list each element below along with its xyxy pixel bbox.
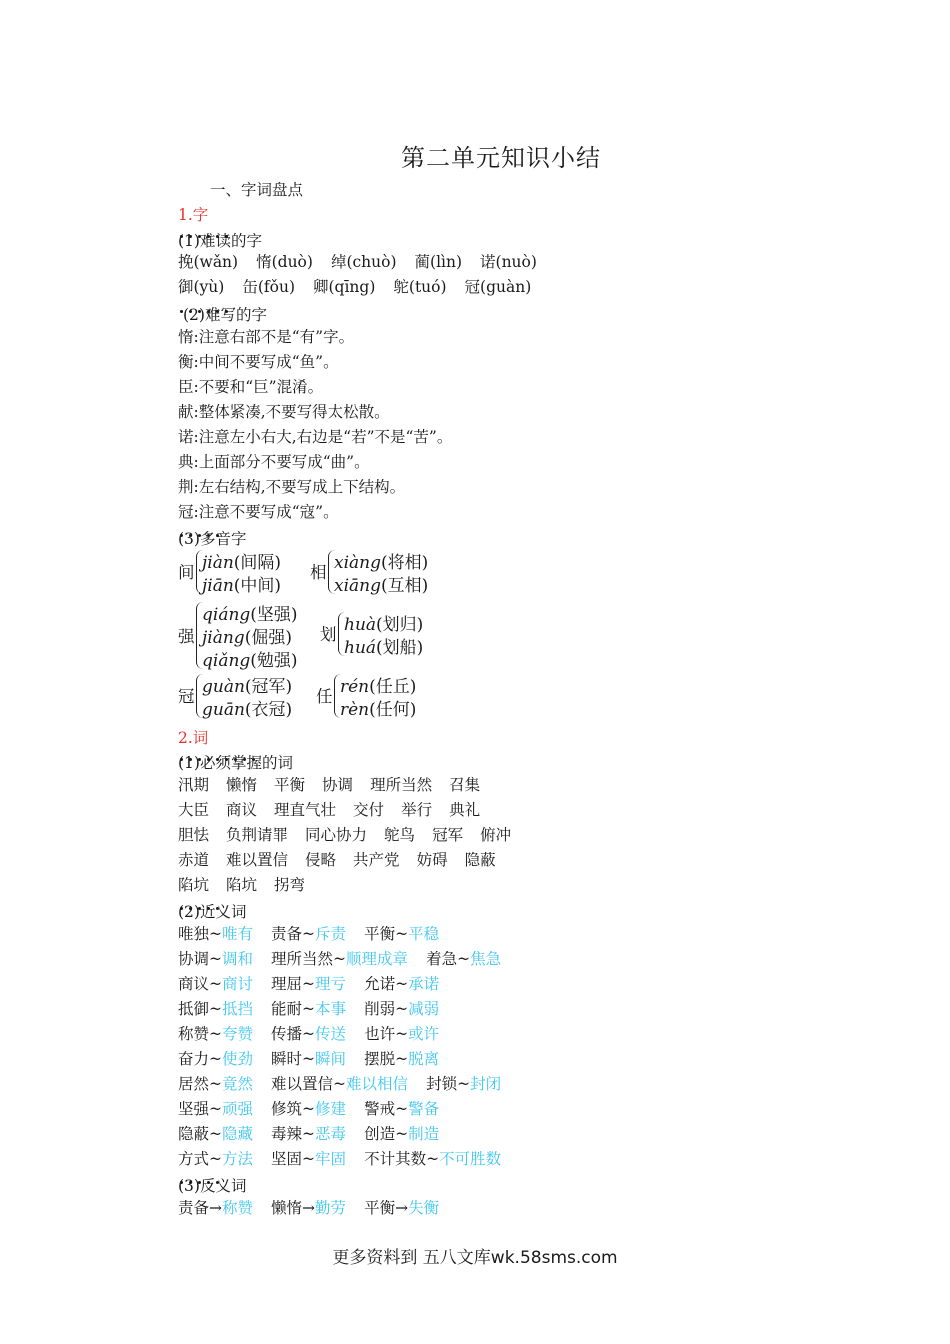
synonym-match: 本事 xyxy=(315,1000,347,1018)
hard-write-item: 诺:注意左小右大,右边是“若”不是“苦”。 xyxy=(178,428,453,446)
tilde-icon: ~ xyxy=(302,975,316,993)
pinyin: guān xyxy=(202,700,245,720)
vocab-word: 陷坑 xyxy=(178,876,210,894)
reading-word: (冠军) xyxy=(244,677,293,697)
hard-read-item: 蔺(lìn) xyxy=(414,253,463,271)
synonym-row xyxy=(178,1147,501,1172)
tilde-icon: ~ xyxy=(302,1025,316,1043)
synonym-match: 恶毒 xyxy=(315,1125,347,1143)
synonym-word: 理所当然 xyxy=(271,950,334,968)
polyphone-reading xyxy=(202,571,281,596)
synonym-row xyxy=(178,922,501,947)
polyphone-reading xyxy=(202,548,281,573)
synonym-word: 商议 xyxy=(178,975,210,993)
vocab-word: 理所当然 xyxy=(370,776,433,794)
reading-word: (勉强) xyxy=(250,651,298,671)
synonym-word: 隐蔽 xyxy=(178,1125,210,1143)
synonym-word: 坚强 xyxy=(178,1100,210,1118)
tilde-icon: ~ xyxy=(209,1025,223,1043)
synonym-match: 理亏 xyxy=(315,975,347,993)
vocab-word: 典礼 xyxy=(449,801,481,819)
synonym-match: 斥责 xyxy=(315,925,347,943)
synonym-word: 抵御 xyxy=(178,1000,210,1018)
vocab-word: 举行 xyxy=(401,801,433,819)
synonym-match: 使劲 xyxy=(222,1050,254,1068)
synonym-word: 称赞 xyxy=(178,1025,210,1043)
reading-word: (衣冠) xyxy=(244,700,293,720)
vocab-word: 平衡 xyxy=(274,776,306,794)
synonym-word: 瞬时 xyxy=(271,1050,303,1068)
synonym-match: 难以相信 xyxy=(346,1075,409,1093)
synonym-word: 毒辣 xyxy=(271,1125,303,1143)
synonym-match: 承诺 xyxy=(408,975,440,993)
synonym-match: 封闭 xyxy=(470,1075,502,1093)
antonym-match: 勤劳 xyxy=(315,1199,347,1217)
synonym-word: 居然 xyxy=(178,1075,210,1093)
synonym-row xyxy=(178,947,501,972)
synonym-word: 平衡 xyxy=(364,925,396,943)
vocab-word: 交付 xyxy=(353,801,385,819)
synonym-match: 方法 xyxy=(222,1150,254,1168)
hard-read-item: 冠(guàn) xyxy=(464,278,532,296)
synonym-word: 摆脱 xyxy=(364,1050,396,1068)
polyphone-char: 相 xyxy=(310,563,327,582)
tilde-icon: ~ xyxy=(209,1125,223,1143)
hard-read-row xyxy=(178,275,531,300)
polyphone-reading xyxy=(334,548,428,573)
antonym-word: 责备 xyxy=(178,1199,210,1217)
synonym-word: 奋力 xyxy=(178,1050,210,1068)
tilde-icon: ~ xyxy=(209,975,223,993)
arrow-icon: → xyxy=(209,1199,223,1217)
pinyin: huà xyxy=(344,615,377,635)
synonym-row xyxy=(178,1072,501,1097)
synonym-match: 竟然 xyxy=(222,1075,254,1093)
hard-write-heading: (2)难写的字 xyxy=(183,306,267,324)
vocab-word: 赤道 xyxy=(178,851,210,869)
vocab-word: 同心协力 xyxy=(305,826,368,844)
page-title: 第二单元知识小结 xyxy=(401,144,601,172)
hard-write-item: 典:上面部分不要写成“曲”。 xyxy=(178,453,370,471)
vocab-word: 理直气壮 xyxy=(274,801,337,819)
synonym-match: 或许 xyxy=(408,1025,440,1043)
synonym-word: 警戒 xyxy=(364,1100,396,1118)
tilde-icon: ~ xyxy=(395,1000,409,1018)
polyphone-reading xyxy=(344,610,423,635)
reading-word: (划船) xyxy=(376,638,424,658)
vocab-word: 商议 xyxy=(226,801,258,819)
synonym-word: 修筑 xyxy=(271,1100,303,1118)
polyphone-reading xyxy=(334,571,428,596)
pinyin: xiāng xyxy=(334,576,381,596)
arrow-icon: → xyxy=(302,1199,316,1217)
vocab-word: 协调 xyxy=(322,776,354,794)
vocab-word: 妨碍 xyxy=(416,851,448,869)
pinyin: jiān xyxy=(202,576,234,596)
reading-word: (将相) xyxy=(381,553,429,573)
synonym-match: 警备 xyxy=(408,1100,440,1118)
reading-word: (任丘) xyxy=(369,677,417,697)
polyphone-reading xyxy=(202,646,298,671)
tilde-icon: ~ xyxy=(333,950,347,968)
vocab-word: 大臣 xyxy=(178,801,210,819)
vocab-word: 陷坑 xyxy=(226,876,258,894)
synonym-match: 不可胜数 xyxy=(439,1150,502,1168)
must-words-list xyxy=(178,773,511,898)
polyphone-reading xyxy=(344,633,423,658)
reading-word: (任何) xyxy=(369,700,417,720)
synonym-word: 封锁 xyxy=(426,1075,458,1093)
synonym-match: 牢固 xyxy=(315,1150,347,1168)
tilde-icon: ~ xyxy=(209,950,223,968)
polyphone-heading: (3)多音字 xyxy=(178,530,247,548)
antonym-word: 懒惰 xyxy=(271,1199,303,1217)
tilde-icon: ~ xyxy=(395,975,409,993)
hard-read-item: 挽(wǎn) xyxy=(178,253,239,271)
tilde-icon: ~ xyxy=(457,1075,471,1093)
pinyin: qiǎng xyxy=(202,651,251,671)
tilde-icon: ~ xyxy=(395,1050,409,1068)
hard-read-item: 鸵(tuó) xyxy=(393,278,447,296)
polyphone-reading xyxy=(340,672,416,697)
must-words-row xyxy=(178,823,511,848)
synonym-row xyxy=(178,1122,501,1147)
antonym-match: 失衡 xyxy=(408,1199,440,1217)
char-heading: 1.字 xyxy=(178,206,209,224)
synonym-word: 坚固 xyxy=(271,1150,303,1168)
synonym-word: 也许 xyxy=(364,1025,396,1043)
synonym-word: 创造 xyxy=(364,1125,396,1143)
vocab-word: 懒惰 xyxy=(226,776,258,794)
pinyin: jiàng xyxy=(202,628,245,648)
must-words-heading: (1)必须掌握的词 xyxy=(178,754,293,772)
synonym-match: 传送 xyxy=(315,1025,347,1043)
synonym-row xyxy=(178,1097,501,1122)
synonym-word: 唯独 xyxy=(178,925,210,943)
hard-write-list xyxy=(178,325,452,525)
vocab-word: 共产党 xyxy=(353,851,400,869)
reading-word: (中间) xyxy=(233,576,282,596)
tilde-icon: ~ xyxy=(457,950,471,968)
hard-read-item: 诺(nuò) xyxy=(480,253,537,271)
synonym-match: 平稳 xyxy=(408,925,440,943)
synonym-match: 瞬间 xyxy=(315,1050,347,1068)
synonym-match: 唯有 xyxy=(222,925,254,943)
polyphone-char: 任 xyxy=(316,687,333,706)
hard-write-item: 惰:注意右部不是“有”字。 xyxy=(178,328,355,346)
synonym-match: 调和 xyxy=(222,950,254,968)
section-heading: 一、字词盘点 xyxy=(210,181,304,199)
pinyin: rèn xyxy=(340,700,370,720)
synonym-word: 能耐 xyxy=(271,1000,303,1018)
hard-write-item: 荆:左右结构,不要写成上下结构。 xyxy=(178,478,406,496)
hard-read-item: 御(yù) xyxy=(178,278,225,296)
synonym-word: 责备 xyxy=(271,925,303,943)
hard-write-item: 献:整体紧凑,不要写得太松散。 xyxy=(178,403,390,421)
synonym-match: 顽强 xyxy=(222,1100,254,1118)
hard-read-item: 缶(fǒu) xyxy=(242,278,295,296)
antonym-word: 平衡 xyxy=(364,1199,396,1217)
synonym-word: 难以置信 xyxy=(271,1075,334,1093)
pinyin: xiàng xyxy=(334,553,381,573)
tilde-icon: ~ xyxy=(302,1050,316,1068)
vocab-word: 侵略 xyxy=(305,851,337,869)
tilde-icon: ~ xyxy=(209,1150,223,1168)
hard-read-item: 绰(chuò) xyxy=(330,253,397,271)
synonym-row xyxy=(178,997,501,1022)
synonym-word: 协调 xyxy=(178,950,210,968)
antonym-match: 称赞 xyxy=(222,1199,254,1217)
polyphone-char: 划 xyxy=(320,625,337,644)
vocab-word: 鸵鸟 xyxy=(384,826,416,844)
tilde-icon: ~ xyxy=(395,1125,409,1143)
synonym-word: 方式 xyxy=(178,1150,210,1168)
reading-word: (互相) xyxy=(381,576,429,596)
synonym-match: 夸赞 xyxy=(222,1025,254,1043)
tilde-icon: ~ xyxy=(333,1075,347,1093)
tilde-icon: ~ xyxy=(302,1000,316,1018)
tilde-icon: ~ xyxy=(395,925,409,943)
must-words-row xyxy=(178,798,511,823)
antonym-heading: (3)反义词 xyxy=(178,1177,247,1195)
reading-word: (倔强) xyxy=(244,628,292,648)
vocab-word: 召集 xyxy=(449,776,481,794)
hard-write-item: 臣:不要和“巨”混淆。 xyxy=(178,378,324,396)
antonym-list xyxy=(178,1196,439,1221)
hard-write-item: 衡:中间不要写成“鱼”。 xyxy=(178,353,339,371)
vocab-word: 俯冲 xyxy=(480,826,512,844)
synonym-word: 不计其数 xyxy=(364,1150,427,1168)
synonym-word: 传播 xyxy=(271,1025,303,1043)
reading-word: (间隔) xyxy=(233,553,282,573)
synonym-match: 焦急 xyxy=(470,950,502,968)
tilde-icon: ~ xyxy=(302,1125,316,1143)
vocab-word: 隐蔽 xyxy=(464,851,496,869)
pinyin: rén xyxy=(340,677,370,697)
vocab-word: 负荆请罪 xyxy=(226,826,289,844)
tilde-icon: ~ xyxy=(426,1150,440,1168)
tilde-icon: ~ xyxy=(209,925,223,943)
polyphone-reading xyxy=(202,672,292,697)
pinyin: huá xyxy=(344,638,377,658)
hard-read-row xyxy=(178,250,537,275)
hard-read-item: 卿(qīng) xyxy=(313,278,376,296)
synonym-list xyxy=(178,922,501,1172)
hard-read-heading: (1)难读的字 xyxy=(178,232,262,250)
synonym-match: 制造 xyxy=(408,1125,440,1143)
polyphone-char: 强 xyxy=(178,626,195,646)
synonym-match: 减弱 xyxy=(408,1000,440,1018)
must-words-row xyxy=(178,873,511,898)
synonym-word: 削弱 xyxy=(364,1000,396,1018)
tilde-icon: ~ xyxy=(395,1025,409,1043)
synonym-heading: (2)近义词 xyxy=(178,903,247,921)
synonym-match: 修建 xyxy=(315,1100,347,1118)
pinyin: qiáng xyxy=(202,605,251,625)
synonym-word: 着急 xyxy=(426,950,458,968)
synonym-match: 隐藏 xyxy=(222,1125,254,1143)
word-heading: 2.词 xyxy=(178,729,209,747)
tilde-icon: ~ xyxy=(302,1150,316,1168)
vocab-word: 拐弯 xyxy=(274,876,306,894)
polyphone-char: 冠 xyxy=(178,687,195,706)
footer-text: 更多资料到 五八文库wk.58sms.com xyxy=(332,1248,618,1268)
hard-read-item: 惰(duò) xyxy=(256,253,313,271)
arrow-icon: → xyxy=(395,1199,409,1217)
tilde-icon: ~ xyxy=(209,1050,223,1068)
tilde-icon: ~ xyxy=(395,1100,409,1118)
tilde-icon: ~ xyxy=(209,1075,223,1093)
synonym-match: 商讨 xyxy=(222,975,254,993)
synonym-word: 理屈 xyxy=(271,975,303,993)
polyphone-reading xyxy=(340,695,416,720)
synonym-word: 允诺 xyxy=(364,975,396,993)
tilde-icon: ~ xyxy=(209,1100,223,1118)
polyphone-char: 间 xyxy=(178,563,195,582)
tilde-icon: ~ xyxy=(209,1000,223,1018)
reading-word: (划归) xyxy=(376,615,424,635)
reading-word: (坚强) xyxy=(250,605,298,625)
hard-write-item: 冠:注意不要写成“寇”。 xyxy=(178,503,339,521)
synonym-match: 抵挡 xyxy=(222,1000,254,1018)
vocab-word: 胆怯 xyxy=(178,826,210,844)
synonym-row xyxy=(178,1022,501,1047)
tilde-icon: ~ xyxy=(302,1100,316,1118)
pinyin: guàn xyxy=(202,677,245,697)
synonym-row xyxy=(178,972,501,997)
vocab-word: 汛期 xyxy=(178,776,210,794)
must-words-row xyxy=(178,848,511,873)
synonym-row xyxy=(178,1047,501,1072)
vocab-word: 难以置信 xyxy=(226,851,289,869)
must-words-row xyxy=(178,773,511,798)
synonym-match: 顺理成章 xyxy=(346,950,409,968)
polyphone-reading xyxy=(202,695,292,720)
vocab-word: 冠军 xyxy=(432,826,464,844)
pinyin: jiàn xyxy=(202,553,234,573)
polyphone-reading xyxy=(202,623,292,648)
tilde-icon: ~ xyxy=(302,925,316,943)
synonym-match: 脱离 xyxy=(408,1050,440,1068)
polyphone-reading xyxy=(202,600,298,625)
